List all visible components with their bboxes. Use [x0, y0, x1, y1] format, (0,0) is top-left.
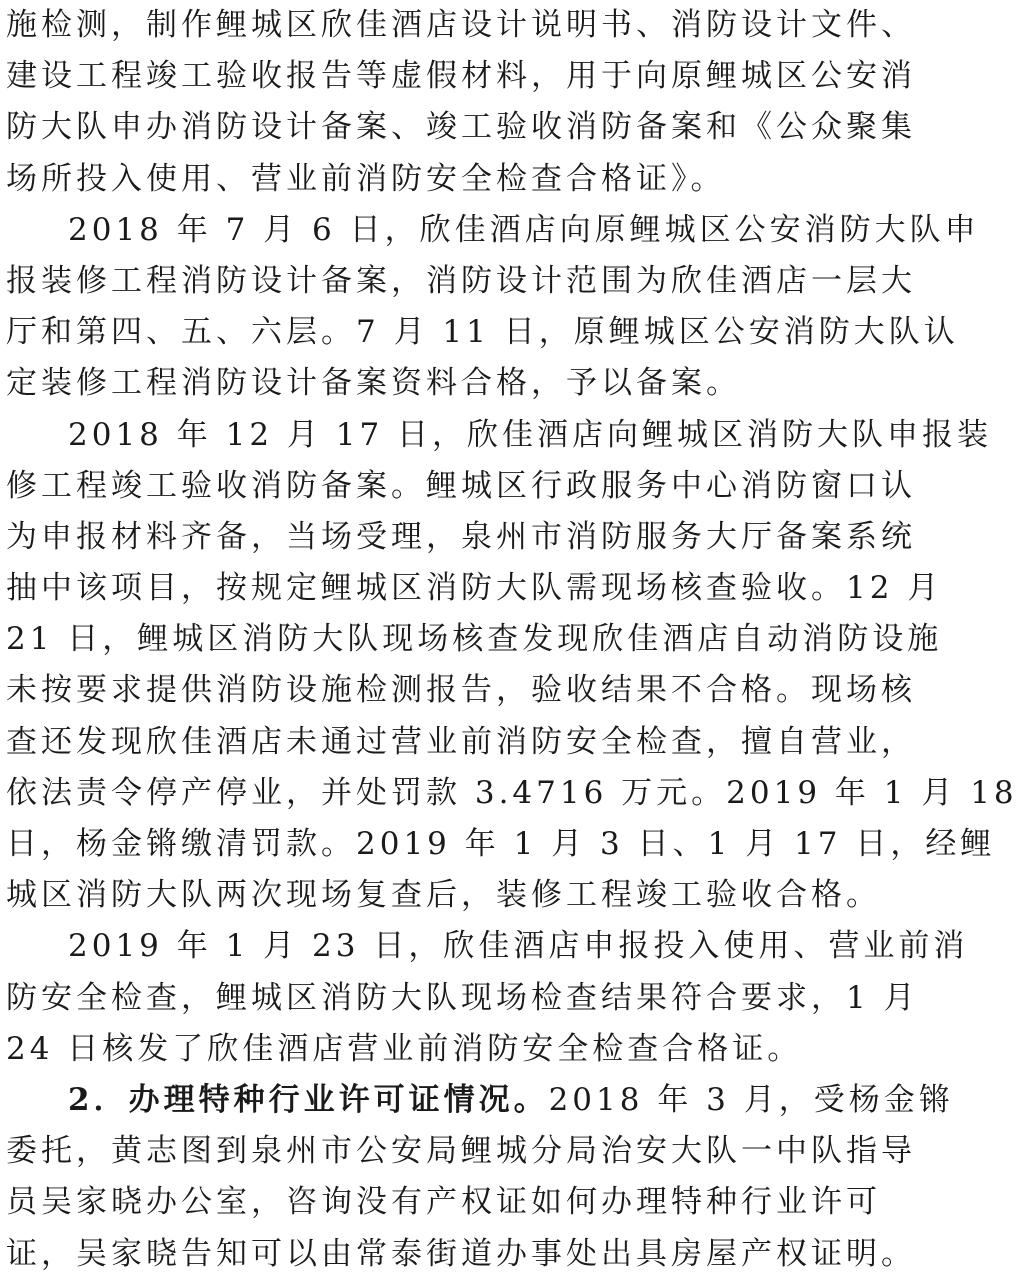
paragraph-4	[6, 921, 969, 1075]
section-heading: 2．办理特种行业许可证情况。	[68, 1081, 549, 1118]
text-line: 防大队申办消防设计备案、竣工验收消防备案和《公众聚集	[6, 109, 916, 146]
text-line: 委托，黄志图到泉州市公安局鲤城分局治安大队一中队指导	[6, 1133, 916, 1170]
text-line: 场所投入使用、营业前消防安全检查合格证》。	[6, 160, 726, 197]
text-line: 日，杨金锵缴清罚款。2019 年 1 月 3 日、1 月 17 日，经鲤	[6, 826, 996, 862]
text-line: 定装修工程消防设计备案资料合格，予以备案。	[6, 365, 741, 402]
text-line: 报装修工程消防设计备案，消防设计范围为欣佳酒店一层大	[6, 262, 916, 299]
text-line: 证，吴家晓告知可以由常泰街道办事处出具房屋产权证明。	[6, 1235, 916, 1272]
text-line: 防安全检查，鲤城区消防大队现场检查结果符合要求，1 月	[6, 979, 919, 1016]
text-line: 抽中该项目，按规定鲤城区消防大队需现场核查验收。12 月	[6, 570, 943, 607]
paragraph-1	[6, 0, 916, 205]
text-line: 建设工程竣工验收报告等虚假材料，用于向原鲤城区公安消	[6, 58, 916, 95]
text-line	[6, 1075, 954, 1126]
text-line: 2018 年 7 月 6 日，欣佳酒店向原鲤城区公安消防大队申	[68, 211, 980, 248]
paragraph-5	[6, 1075, 954, 1280]
text-line: 依法责令停产停业，并处罚款 3.4716 万元。2019 年 1 月 18	[6, 774, 1018, 811]
text-line: 未按要求提供消防设施检测报告，验收结果不合格。现场核	[6, 672, 916, 709]
text-line: 24 日核发了欣佳酒店营业前消防安全检查合格证。	[6, 1030, 803, 1067]
text-line: 员吴家晓办公室，咨询没有产权证如何办理特种行业许可	[6, 1184, 881, 1221]
text-line: 查还发现欣佳酒店未通过营业前消防安全检查，擅自营业，	[6, 723, 916, 760]
paragraph-2	[6, 205, 980, 410]
paragraph-3	[6, 410, 1018, 922]
text-line: 城区消防大队两次现场复查后，装修工程竣工验收合格。	[6, 877, 881, 914]
text-line: 施检测，制作鲤城区欣佳酒店设计说明书、消防设计文件、	[6, 7, 916, 43]
text-line: 21 日，鲤城区消防大队现场核查发现欣佳酒店自动消防设施	[6, 621, 943, 658]
text-line: 为申报材料齐备，当场受理，泉州市消防服务大厅备案系统	[6, 518, 916, 555]
text-line: 2018 年 12 月 17 日，欣佳酒店向鲤城区消防大队申报装	[68, 416, 993, 453]
text-line: 2019 年 1 月 23 日，欣佳酒店申报投入使用、营业前消	[68, 928, 969, 965]
text-line: 厅和第四、五、六层。7 月 11 日，原鲤城区公安消防大队认	[6, 314, 959, 351]
document-page	[6, 0, 1018, 1280]
text-line: 修工程竣工验收消防备案。鲤城区行政服务中心消防窗口认	[6, 467, 916, 504]
heading-rest-text: 2018 年 3 月，受杨金锵	[548, 1081, 954, 1118]
